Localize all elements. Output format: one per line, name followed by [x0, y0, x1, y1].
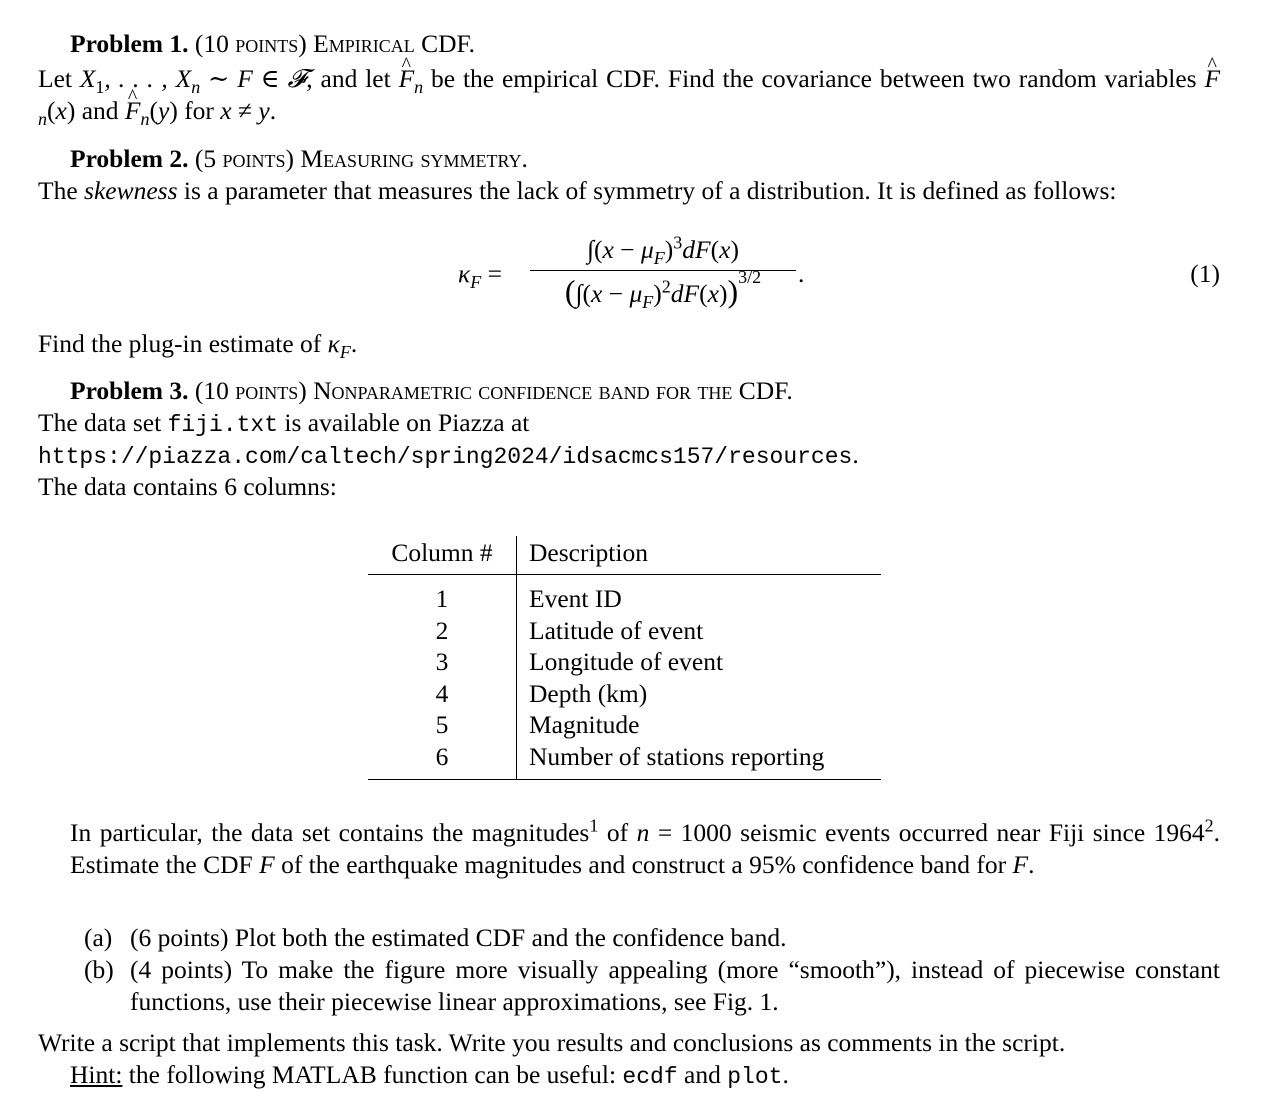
list-item — [38, 954, 1220, 1018]
problem3-paragraph: In particular, the data set contains the magnitudes$^1$ of n = 1000 seismic events occurred near Fiji since 1964$^2$. Estimate the CDF F of the earthquake magnitudes and construct a 95% confidence band for F. — [70, 815, 1220, 879]
problem1-points: (10 points) — [194, 29, 307, 58]
math-fn-x: ^ $F_n(x)$ — [38, 64, 1220, 125]
problem3-label: Problem 3. — [70, 376, 189, 405]
problem3-title: Nonparametric confidence band for the CDF. — [313, 376, 793, 405]
problem2-statement: The skewness is a parameter that measures the lack of symmetry of a distribution. It is defined as follows: — [38, 176, 1117, 205]
function-plot: plot — [727, 1064, 783, 1090]
table-cell: 3 — [368, 646, 517, 678]
table-cell: Number of stations reporting — [529, 741, 825, 771]
math-F: F — [1012, 850, 1029, 879]
equation-period: . — [798, 259, 805, 288]
table-cell: Event ID — [529, 584, 622, 613]
problem1-statement: Let $X_1$, . . . , $X_n$ ∼ F ∈ 𝓕, and let ^ $F_n$ be the empirical CDF. Find the covariance between two random variables ^ $F_n(x)$ and ^ $F_n(y)$ for x ≠ y. — [38, 63, 1220, 127]
problem2-label: Problem 2. — [70, 144, 189, 173]
table-header-row — [368, 536, 881, 575]
table-cell: 2 — [368, 615, 517, 647]
problem3-points: (10 points) — [194, 376, 307, 405]
table-cell: Longitude of event — [529, 647, 724, 677]
skewness-term: skewness — [84, 176, 178, 205]
problem3-parts — [38, 922, 1220, 1018]
problem2-heading — [38, 143, 1252, 175]
footnote-2: 2 — [1204, 815, 1214, 836]
table-header: Description — [529, 538, 648, 567]
problem2-title: Measuring symmetry. — [300, 144, 528, 173]
math-ecdf: ^ $F_n$ — [399, 64, 424, 93]
problem3-intro-line3: The data contains 6 columns: — [38, 472, 337, 501]
part-text: (6 points) Plot both the estimated CDF and the confidence band. — [130, 923, 787, 952]
table-cell: 4 — [368, 678, 517, 710]
table-cell: 1 — [368, 575, 517, 615]
table-cell: Magnitude — [529, 710, 640, 740]
math-F: F — [259, 850, 275, 879]
dataset-url[interactable]: https://piazza.com/caltech/spring2024/idsacmcs157/resources — [38, 444, 853, 470]
columns-table — [368, 536, 881, 780]
equation-numerator: $\int(x - \mu_F)^3dF(x)$ — [587, 232, 739, 269]
math-sample: $X_1$, . . . , $X_n$ ∼ F ∈ 𝓕 — [79, 64, 307, 98]
table-row — [368, 575, 881, 615]
equation-fraction — [530, 234, 796, 315]
problem1-title: Empirical CDF. — [313, 29, 476, 58]
math-kappa: $\kappa_F$ — [327, 329, 351, 363]
table-row — [368, 615, 881, 647]
problem3-intro-line1: The data set fiji.txt is available on Piazza at — [38, 408, 530, 438]
table-row — [368, 741, 881, 779]
problem2-points: (5 points) — [194, 144, 295, 173]
table-cell: 6 — [368, 741, 517, 779]
math-n-1000: n = 1000 — [636, 818, 732, 847]
table-header: Column # — [368, 536, 517, 575]
math-x-neq-y: x ≠ y — [220, 96, 270, 125]
problem2-find: Find the plug-in estimate of $\kappa_F$. — [38, 329, 358, 363]
equation-denominator: $(\int(x - \mu_F)^2dF(x))^{3/2}$ — [564, 266, 762, 313]
problem3-heading — [38, 375, 1252, 407]
table-cell: Depth (km) — [529, 678, 648, 708]
dataset-filename: fiji.txt — [167, 412, 278, 438]
problem1-label: Problem 1. — [70, 29, 189, 58]
problem3-intro-line2: https://piazza.com/caltech/spring2024/idsacmcs157/resources. — [38, 440, 859, 470]
problem3-closing: Write a script that implements this task. Write you results and conclusions as comments in the script. — [38, 1028, 1066, 1057]
problem1-heading — [38, 28, 1252, 60]
math-fn-y: ^ $F_n(y)$ — [125, 96, 178, 125]
equation-lhs: $\kappa_F$ = — [458, 259, 503, 293]
skewness-equation — [38, 234, 1220, 324]
problem3-hint: Hint: the following MATLAB function can be useful: ecdf and plot. — [70, 1060, 789, 1090]
list-item — [38, 922, 1220, 954]
equation-number: (1) — [1190, 259, 1220, 288]
part-label: (a) — [84, 923, 113, 952]
table-row — [368, 709, 881, 741]
part-label: (b) — [84, 955, 114, 984]
table-row — [368, 646, 881, 678]
part-text: (4 points) To make the figure more visually appealing (more “smooth”), instead of piecewise constant functions, use their piecewise linear approximations, see Fig. 1. — [130, 955, 1220, 1016]
table-cell: 5 — [368, 709, 517, 741]
function-ecdf: ecdf — [622, 1064, 678, 1090]
footnote-1: 1 — [589, 815, 599, 836]
table-cell: Latitude of event — [529, 615, 704, 645]
table-row — [368, 678, 881, 710]
hint-label: Hint: — [70, 1060, 123, 1089]
